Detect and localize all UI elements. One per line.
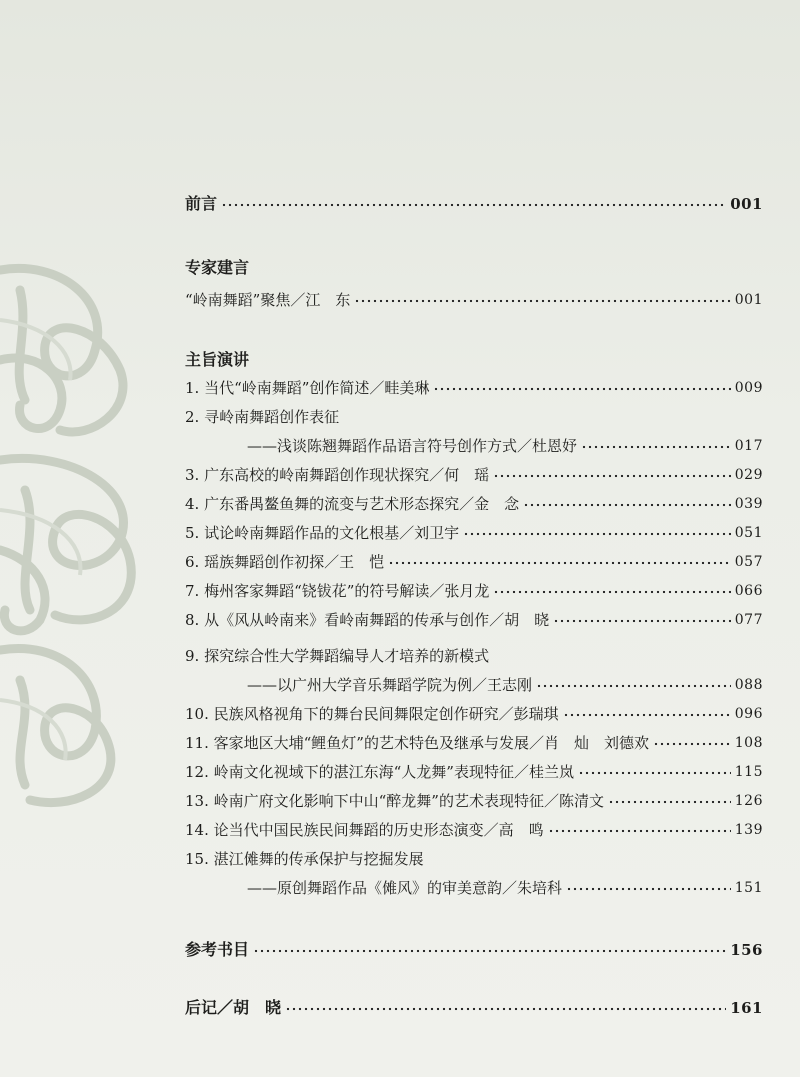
- toc-entry[interactable]: 13. 岭南广府文化影响下中山“醉龙舞”的艺术表现特征／陈清文 126: [185, 792, 763, 810]
- dot-leader: [493, 588, 730, 596]
- dot-leader: [563, 711, 731, 719]
- toc-entry-subtitle[interactable]: ——浅谈陈翘舞蹈作品语言符号创作方式／杜恩妤 017: [247, 437, 763, 455]
- dot-leader: [548, 827, 731, 835]
- toc-entry[interactable]: 8. 从《风从岭南来》看岭南舞蹈的传承与创作／胡 晓 077: [185, 611, 763, 629]
- toc-entry[interactable]: 3. 广东高校的岭南舞蹈创作现状探究／何 瑶 029: [185, 466, 763, 484]
- toc-entry[interactable]: 1. 当代“岭南舞蹈”创作简述／畦美琳 009: [185, 379, 763, 397]
- dot-leader: [354, 297, 730, 305]
- dot-leader: [536, 682, 731, 690]
- toc-entry-references[interactable]: 参考书目 156: [185, 940, 763, 959]
- dot-leader: [566, 885, 731, 893]
- dot-leader: [285, 1005, 726, 1013]
- toc-entry[interactable]: 15. 湛江傩舞的传承保护与挖掘发展: [185, 850, 424, 868]
- dot-leader: [253, 947, 726, 955]
- section-heading-keynote: 主旨演讲: [185, 350, 250, 369]
- toc-entry-subtitle[interactable]: ——以广州大学音乐舞蹈学院为例／王志刚 088: [247, 676, 763, 694]
- toc-entry-expert[interactable]: “岭南舞蹈”聚焦／江 东 001: [185, 291, 763, 309]
- dot-leader: [608, 798, 731, 806]
- toc-entry[interactable]: 14. 论当代中国民族民间舞蹈的历史形态演变／高 鸣 139: [185, 821, 763, 839]
- dot-leader: [493, 472, 731, 480]
- dot-leader: [523, 501, 731, 509]
- toc-entry[interactable]: 7. 梅州客家舞蹈“铙钹花”的符号解读／张月龙 066: [185, 582, 763, 600]
- toc-entry-afterword[interactable]: 后记／胡 晓 161: [185, 998, 763, 1017]
- dot-leader: [433, 385, 730, 393]
- toc-entry[interactable]: 9. 探究综合性大学舞蹈编导人才培养的新模式: [185, 647, 490, 665]
- toc-entry-subtitle[interactable]: ——原创舞蹈作品《傩风》的审美意韵／朱培科 151: [247, 879, 763, 897]
- toc-entry[interactable]: 5. 试论岭南舞蹈作品的文化根基／刘卫宇 051: [185, 524, 763, 542]
- dot-leader: [388, 559, 731, 567]
- toc-entry[interactable]: 6. 瑶族舞蹈创作初探／王 恺 057: [185, 553, 763, 571]
- toc-entry[interactable]: 4. 广东番禺鳌鱼舞的流变与艺术形态探究／金 念 039: [185, 495, 763, 513]
- dot-leader: [578, 769, 731, 777]
- toc-entry-preface[interactable]: 前言 001: [185, 194, 763, 213]
- dot-leader: [553, 617, 731, 625]
- dot-leader: [221, 201, 726, 209]
- dot-leader: [653, 740, 731, 748]
- dot-leader: [463, 530, 731, 538]
- toc-entry[interactable]: 12. 岭南文化视域下的湛江东海“人龙舞”表现特征／桂兰岚 115: [185, 763, 763, 781]
- section-heading-expert: 专家建言: [185, 258, 250, 277]
- toc-entry[interactable]: 2. 寻岭南舞蹈创作表征: [185, 408, 340, 426]
- toc-entry[interactable]: 10. 民族风格视角下的舞台民间舞限定创作研究／彭瑞琪 096: [185, 705, 763, 723]
- dot-leader: [581, 443, 731, 451]
- toc-entry[interactable]: 11. 客家地区大埔“鲤鱼灯”的艺术特色及继承与发展／肖 灿 刘德欢 108: [185, 734, 763, 752]
